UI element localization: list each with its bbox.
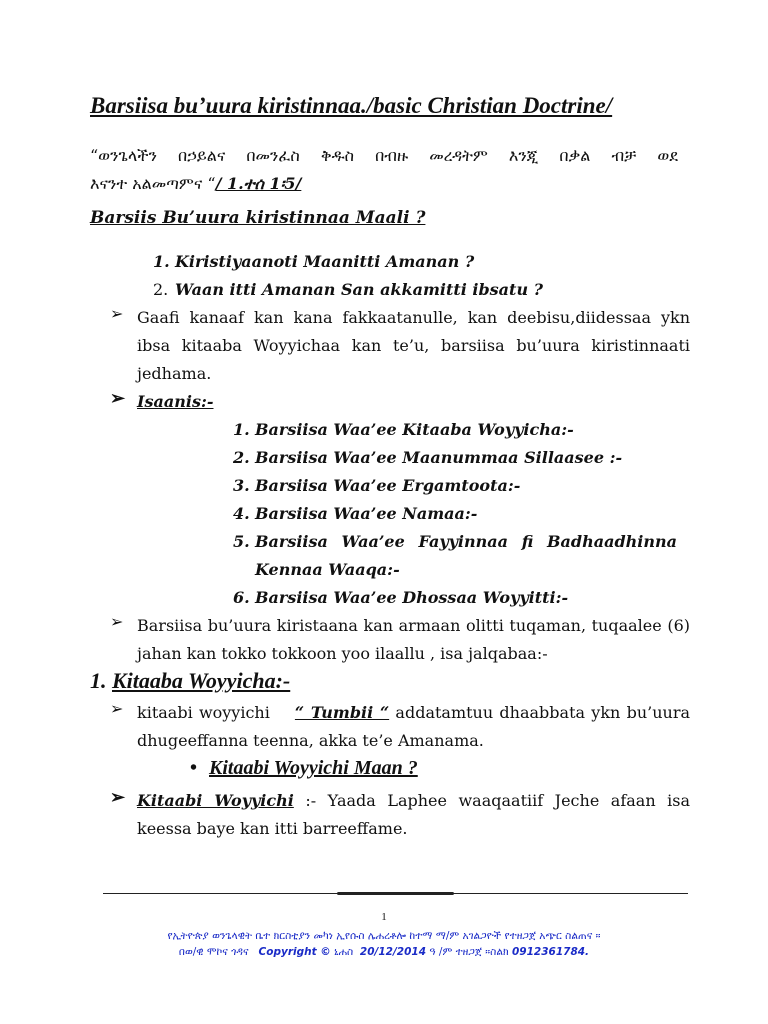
- bullet-text: kitaabi woyyichi “ Tumbii “ addatamtuu dhaabbata ykn bu’uura dhugeeffanna teenna, akka te’e Amanama.: [137, 703, 691, 750]
- footer-line-2: በወ/ዊ ሞኮና ጎዳና Copyright © ኒሐስ 20/12/2014 ዓ /ም ተዘጋጀ ።ስልክ 0912361784.: [178, 946, 590, 958]
- bullet-paragraph: [110, 699, 690, 755]
- question-item: [153, 280, 543, 299]
- copyright-text: Copyright ©: [258, 946, 331, 958]
- topic-number: 3.: [233, 476, 250, 495]
- topic-number: 5.: [233, 532, 250, 551]
- arrow-bullet-icon: ➢: [110, 304, 124, 323]
- footer-phone: 0912361784.: [512, 946, 590, 958]
- subheading-kitaabi-maan: • Kitaabi Woyyichi Maan ?: [190, 757, 418, 779]
- bullet-dot-icon: •: [190, 757, 198, 779]
- isaanis-label: Isaanis:-: [137, 392, 214, 411]
- footer-date: 20/12/2014: [359, 946, 427, 958]
- quote-line-2: እናንተ አልመጣምና “/ 1.ተሰ 1፡5/: [90, 174, 302, 193]
- topic-item: [233, 528, 677, 584]
- topic-text: Barsiisa Waa’ee Fayyinnaa fi Badhaadhinna: [255, 532, 677, 551]
- page-number: 1: [381, 911, 387, 923]
- bullet-paragraph: [110, 304, 690, 388]
- footer-line-1: የኢትዮጵያ ወንጌላዊት ቤተ ክርስቲያን መካነ ኢየሱስ ሌሐረቶሎ ከተማ ማ/ም አገልጋዮች የተዘጋጀ አጭር ስልጠና ።: [167, 930, 601, 942]
- section-heading: Barsiis Bu’uura kiristinnaa Maali ?: [90, 208, 426, 228]
- topic-item: [233, 472, 677, 500]
- topic-text-continued: Kennaa Waaqa:-: [255, 560, 400, 579]
- topic-item: [233, 500, 677, 528]
- topic-text: Barsiisa Waa’ee Kitaaba Woyyicha:-: [255, 420, 574, 439]
- kitaabi-keyword: Kitaabi Woyyichi: [137, 791, 294, 810]
- question-text: Waan itti Amanan San akkamitti ibsatu ?: [175, 280, 544, 299]
- arrow-bullet-icon: ➢: [110, 787, 126, 808]
- topic-text: Barsiisa Waa’ee Dhossaa Woyyitti:-: [255, 588, 569, 607]
- question-item: [153, 252, 474, 271]
- page-title: Barsiisa bu’uura kiristinnaa./basic Christian Doctrine/: [90, 93, 613, 118]
- bullet-text: Kitaabi Woyyichi :- Yaada Laphee waaqaatiif Jeche afaan isa keessa baye kan itti barreeffame.: [137, 791, 690, 838]
- heading-kitaaba-woyyicha: [90, 668, 290, 694]
- quote-reference: / 1.ተሰ 1፡5/: [215, 174, 302, 193]
- topic-number: 1.: [233, 420, 250, 439]
- scripture-quote: [90, 142, 678, 198]
- arrow-bullet-icon: ➢: [110, 612, 124, 631]
- topic-number: 4.: [233, 504, 250, 523]
- topic-number: 6.: [233, 588, 250, 607]
- heading-text: Kitaaba Woyyicha:-: [112, 668, 291, 693]
- quote-line-1: “ወንጌላችን በኃይልና በመንፈስ ቅዱስ በብዙ መረዳትም እንጂ በቃል ብቻ ወደ: [90, 146, 678, 165]
- footer-divider: [103, 893, 688, 894]
- arrow-bullet-icon: ➢: [110, 388, 126, 409]
- topic-item: [233, 584, 677, 612]
- topic-text: Barsiisa Waa’ee Ergamtoota:-: [255, 476, 521, 495]
- question-number: 2.: [153, 280, 169, 299]
- arrow-bullet-icon: ➢: [110, 699, 124, 718]
- bullet-paragraph: [110, 612, 690, 668]
- topic-item: [233, 444, 677, 472]
- question-number: 1.: [153, 252, 170, 271]
- topic-item: [233, 416, 677, 444]
- topic-text: Barsiisa Waa’ee Namaa:-: [255, 504, 478, 523]
- topic-number: 2.: [233, 448, 250, 467]
- bullet-text: Gaafi kanaaf kan kana fakkaatanulle, kan deebisu,diidessaa ykn ibsa kitaaba Woyyichaa kan te’u, barsiisa bu’uura kiristinnaati jedhama.: [137, 308, 690, 383]
- tumbii-keyword: “ Tumbii “: [294, 703, 390, 722]
- isaanis-row: [110, 388, 690, 416]
- bullet-paragraph: [110, 787, 690, 843]
- question-text: Kiristiyaanoti Maanitti Amanan ?: [175, 252, 475, 271]
- bullet-text: Barsiisa bu’uura kiristaana kan armaan olitti tuqaman, tuqaalee (6) jahan kan tokko tokkoon yoo ilaallu , isa jalqabaa:-: [137, 616, 690, 663]
- heading-number: 1.: [90, 668, 107, 693]
- topic-text: Barsiisa Waa’ee Maanummaa Sillaasee :-: [255, 448, 623, 467]
